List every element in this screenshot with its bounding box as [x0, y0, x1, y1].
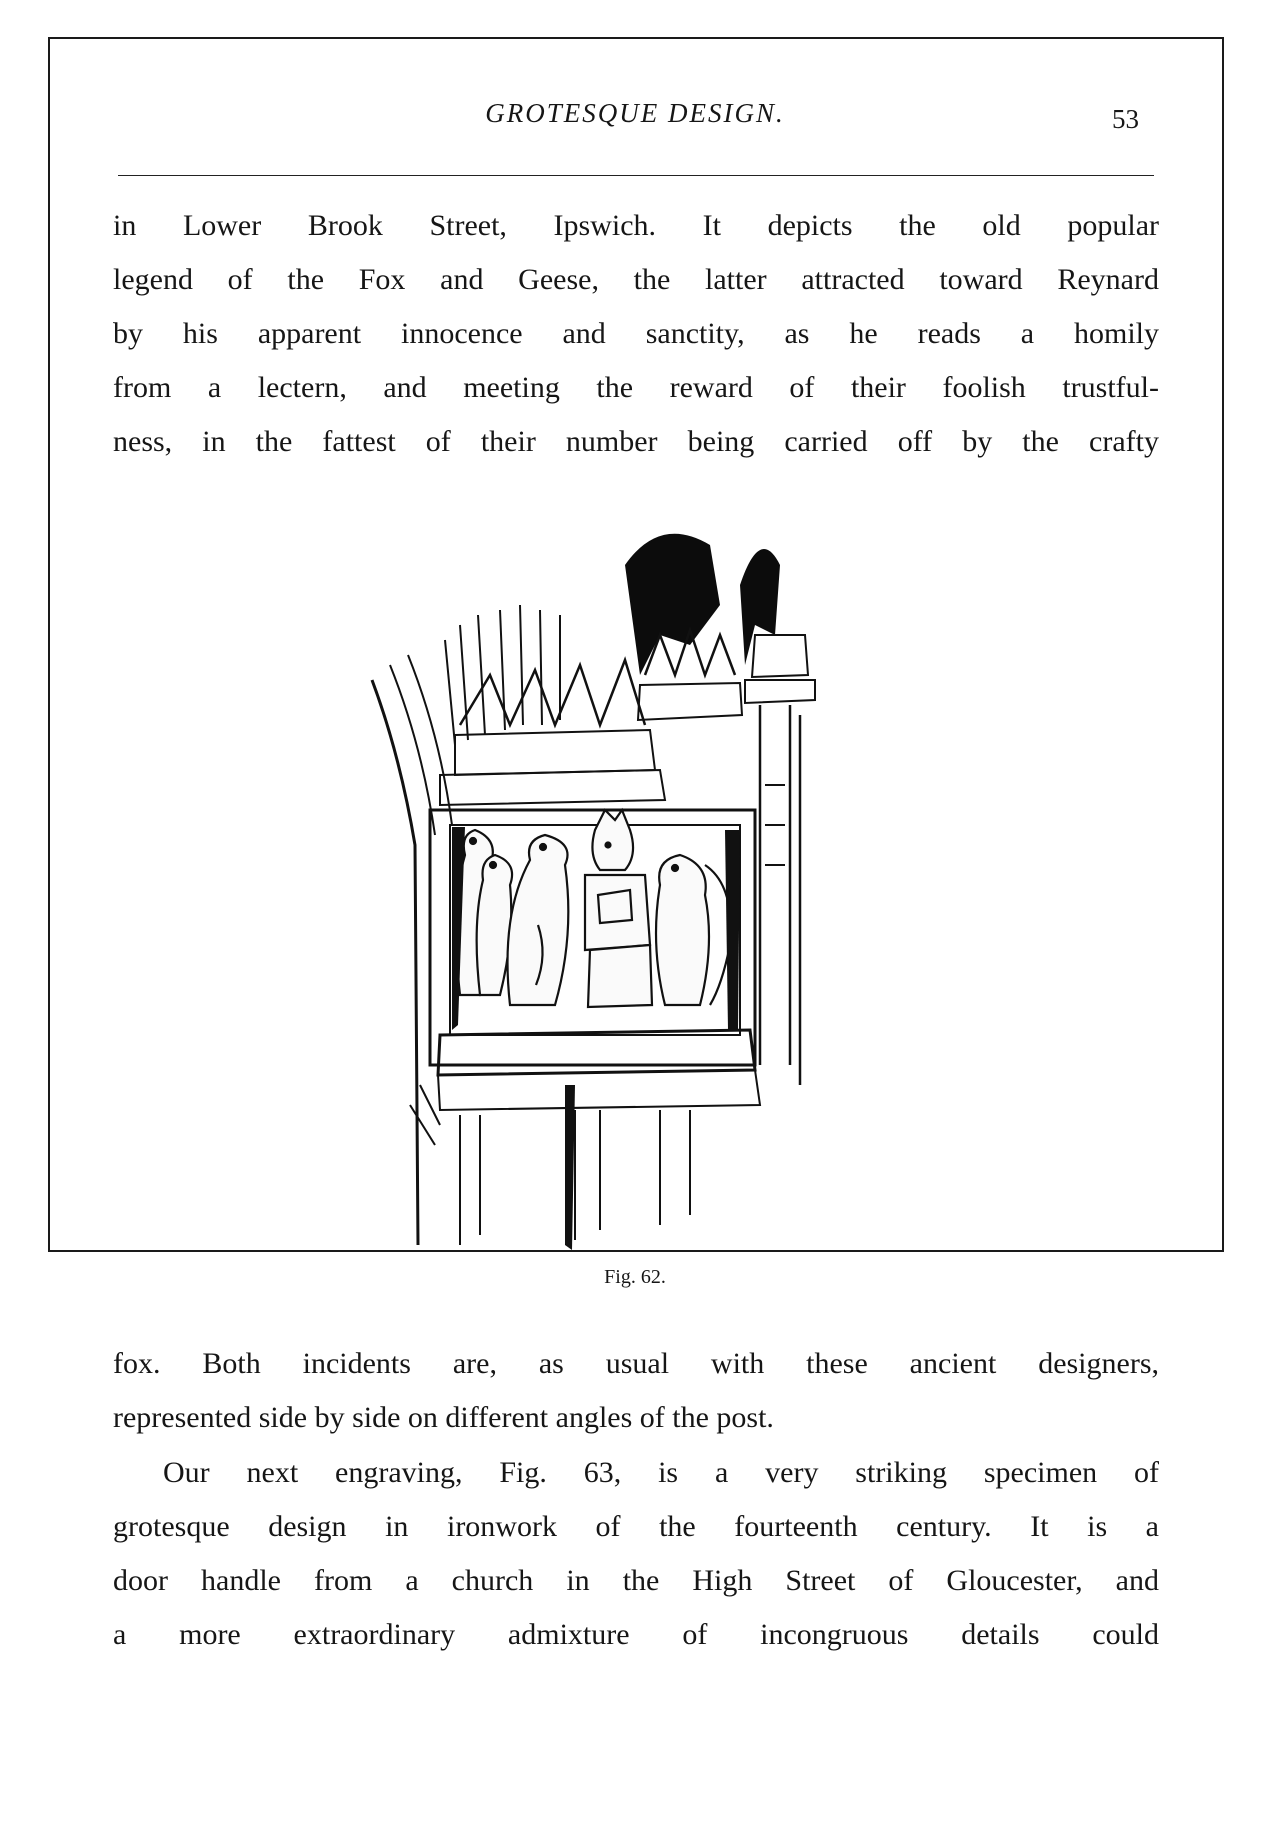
paragraph-3 — [113, 1446, 1159, 1662]
page-number: 53 — [1112, 104, 1139, 134]
text-line: by his apparent innocence and sanctity, as he reads a homily — [113, 317, 1159, 350]
text-line: ness, in the fattest of their number being carried off by the crafty — [113, 425, 1159, 458]
text-line: in Lower Brook Street, Ipswich. It depicts the old popular — [113, 209, 1159, 242]
fox-and-geese-carving-illustration — [360, 525, 920, 1250]
paragraph-1 — [113, 199, 1159, 469]
header-rule — [118, 175, 1154, 176]
running-title: GROTESQUE DESIGN. — [485, 98, 785, 128]
text-line: grotesque design in ironwork of the fourteenth century. It is a — [113, 1510, 1159, 1543]
text-line: from a lectern, and meeting the reward of their foolish trustful- — [113, 371, 1159, 404]
paragraph-2 — [113, 1337, 1159, 1445]
figure-62-engraving — [360, 525, 920, 1250]
text-line: fox. Both incidents are, as usual with these ancient designers, — [113, 1347, 1159, 1380]
text-line: represented side by side on different angles of the post. — [113, 1401, 774, 1434]
text-line: legend of the Fox and Geese, the latter attracted toward Reynard — [113, 263, 1159, 296]
figure-caption: Fig. 62. — [604, 1266, 666, 1288]
text-line: Our next engraving, Fig. 63, is a very striking specimen of — [163, 1456, 1159, 1489]
text-line: door handle from a church in the High Street of Gloucester, and — [113, 1564, 1159, 1597]
text-line: a more extraordinary admixture of incongruous details could — [113, 1618, 1159, 1651]
